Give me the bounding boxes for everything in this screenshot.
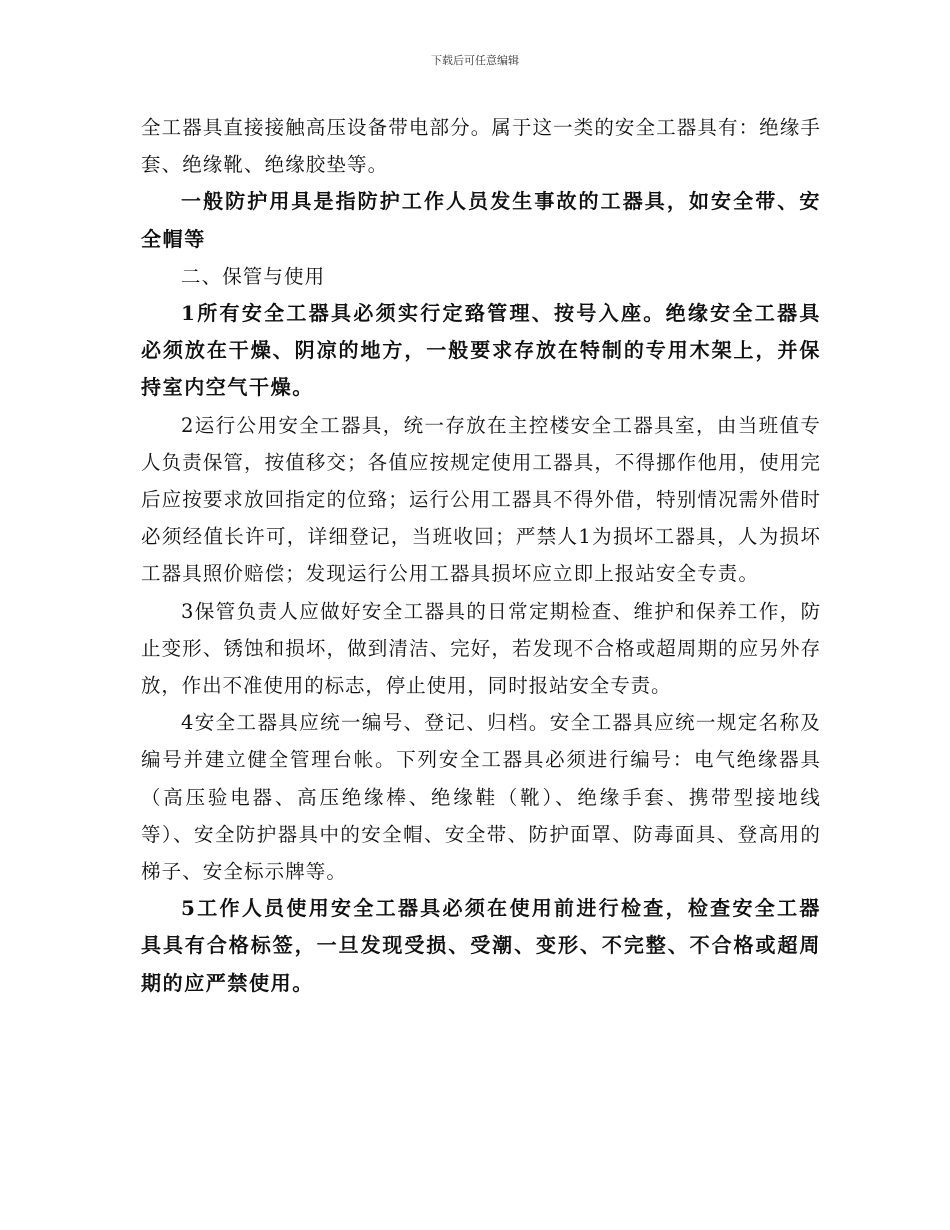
- section-heading-storage-use: 二、保管与使用: [181, 264, 326, 288]
- paragraph-item-1: 1所有安全工器具必须实行定臵管理、按号入座。绝缘安全工器具必须放在干燥、阴凉的地方，一般要求存放在特制的专用木架上，并保持室内空气干燥。: [141, 301, 821, 400]
- paragraph-general-protection: 一般防护用具是指防护工作人员发生事故的工器具，如安全带、安全帽等: [141, 189, 821, 251]
- paragraph-intro-continuation: 全工器具直接接触高压设备带电部分。属于这一类的安全工器具有：绝缘手套、绝缘靴、绝缘胶垫等。: [141, 116, 821, 177]
- paragraph-item-2: 2运行公用安全工器具，统一存放在主控楼安全工器具室，由当班值专人负责保管，按值移交；各值应按规定使用工器具，不得挪作他用，使用完后应按要求放回指定的位臵；运行公用工器具不得外借，特别情况需外借时必须经值长许可，详细登记，当班收回；严禁人1为损坏工器具，人为损坏工器具照价赔偿；发现运行公用工器具损坏应立即上报站安全专责。: [141, 413, 821, 586]
- page-header: 下载后可任意编辑: [431, 54, 519, 67]
- paragraph-item-4: 4安全工器具应统一编号、登记、归档。安全工器具应统一规定名称及编号并建立健全管理台帐。下列安全工器具必须进行编号：电气绝缘器具（高压验电器、高压绝缘棒、绝缘鞋（靴）、绝缘手套、携带型接地线等）、安全防护器具中的安全帽、安全带、防护面罩、防毒面具、登高用的梯子、安全标示牌等。: [141, 711, 821, 884]
- document-body: [141, 109, 821, 1002]
- paragraph-item-5: 5工作人员使用安全工器具必须在使用前进行检查，检查安全工器具具有合格标签，一旦发现受损、受潮、变形、不完整、不合格或超周期的应严禁使用。: [141, 896, 821, 995]
- paragraph-item-3: 3保管负责人应做好安全工器具的日常定期检查、维护和保养工作，防止变形、锈蚀和损坏，做到清洁、完好，若发现不合格或超周期的应另外存放，作出不准使用的标志，停止使用，同时报站安全专责。: [141, 599, 821, 698]
